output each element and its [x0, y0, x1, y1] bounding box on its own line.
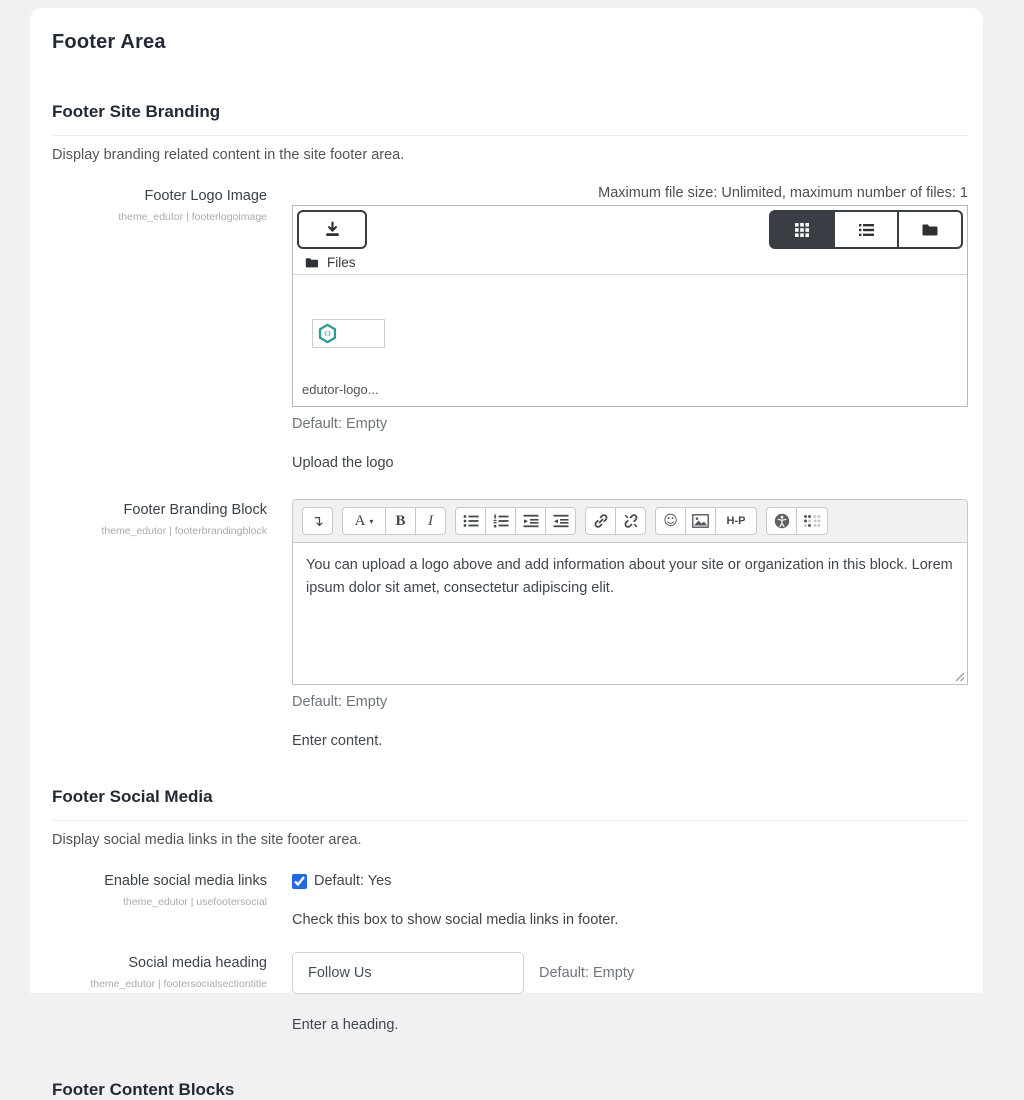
h5p-button[interactable] [715, 507, 757, 535]
accessibility-icon [774, 513, 790, 529]
checkbox-default-label: Default: Yes [314, 873, 392, 889]
setting-help: Check this box to show social media links in footer. [292, 912, 619, 928]
setting-row-footer-logo [52, 185, 968, 471]
setting-id: theme_edutor | usefootersocial [123, 895, 267, 908]
setting-help: Enter content. [292, 733, 383, 749]
resize-handle[interactable] [954, 671, 965, 682]
section-divider [52, 135, 968, 136]
text-input-row [292, 952, 968, 994]
editor-toolbar [292, 499, 968, 543]
italic-button[interactable] [415, 507, 446, 535]
setting-control-column [292, 499, 968, 749]
edutor-logo-icon [317, 323, 338, 344]
toolbar-group-media [655, 507, 757, 535]
setting-id: theme_edutor | footerbrandingblock [101, 524, 267, 537]
setting-label-column [52, 499, 292, 749]
rich-text-editor [292, 499, 968, 685]
setting-control-column [292, 185, 968, 471]
editor-content-area[interactable] [292, 543, 968, 685]
file-thumbnail[interactable] [312, 319, 385, 348]
section-heading-branding: Footer Site Branding [52, 102, 221, 121]
section-heading-social: Footer Social Media [52, 787, 213, 806]
setting-row-branding-block [52, 499, 968, 749]
expand-toolbar-button[interactable] [302, 507, 333, 535]
h5p-icon: H-P [726, 515, 746, 527]
format-icon [355, 513, 374, 530]
bold-button[interactable] [385, 507, 416, 535]
social-heading-input[interactable] [292, 952, 524, 994]
folder-view-icon [921, 222, 939, 238]
editor-text: You can upload a logo above and add information about your site or organization in this block. Lorem ipsum dolor sit amet, consectetur adipiscing elit. [306, 557, 953, 597]
setting-label: Social media heading [128, 955, 267, 971]
grid-view-icon [794, 222, 810, 238]
indent-button[interactable] [545, 507, 576, 535]
setting-id: theme_edutor | footerlogoimage [118, 210, 267, 223]
default-note: Default: Empty [539, 965, 635, 981]
emoji-icon: ☺ [663, 513, 678, 529]
download-icon [324, 221, 341, 238]
outdent-icon [523, 514, 539, 528]
list-view-icon [858, 222, 875, 238]
setting-help: Upload the logo [292, 455, 394, 471]
max-file-info: Maximum file size: Unlimited, maximum number of files: 1 [598, 185, 968, 201]
page-title: Footer Area [52, 31, 166, 53]
setting-label: Footer Branding Block [123, 502, 267, 518]
image-icon [692, 514, 709, 528]
chevron-down-icon: ▾ [369, 516, 374, 526]
emoji-button[interactable] [655, 507, 686, 535]
view-tree-button[interactable] [897, 210, 963, 249]
setting-control-column [292, 870, 968, 928]
view-list-button[interactable] [833, 210, 899, 249]
image-button[interactable] [685, 507, 716, 535]
view-mode-toggle [769, 210, 963, 249]
paragraph-format-button[interactable] [342, 507, 386, 535]
ordered-list-button[interactable] [485, 507, 516, 535]
breadcrumb-folder-link[interactable]: Files [327, 255, 356, 270]
expand-arrow-icon: ↴ [311, 512, 324, 530]
link-button[interactable] [585, 507, 616, 535]
section-description-branding: Display branding related content in the site footer area. [52, 147, 405, 163]
toolbar-group-collapse [302, 507, 333, 535]
format-a-glyph: A [354, 512, 366, 529]
setting-label: Enable social media links [104, 873, 267, 889]
section-heading-content-blocks: Footer Content Blocks [52, 1080, 235, 1099]
settings-card [30, 8, 983, 1099]
view-icons-button[interactable] [769, 210, 835, 249]
setting-id: theme_edutor | footersocialsectiontitle [90, 977, 267, 990]
setting-row-enable-social [52, 870, 968, 928]
outdent-button[interactable] [515, 507, 546, 535]
unlink-icon [623, 513, 639, 529]
toolbar-group-format [342, 507, 446, 535]
screenreader-helper-button[interactable] [796, 507, 828, 535]
braille-dots-icon [803, 514, 821, 528]
file-manager-toolbar [293, 206, 967, 252]
italic-icon: I [428, 512, 433, 529]
file-path-breadcrumb [293, 252, 967, 275]
link-icon [593, 513, 609, 529]
unordered-list-button[interactable] [455, 507, 486, 535]
setting-help: Enter a heading. [292, 1017, 399, 1033]
accessibility-checker-button[interactable] [766, 507, 797, 535]
checkbox-row [292, 870, 968, 889]
default-note: Default: Empty [292, 416, 388, 432]
file-manager [292, 205, 968, 407]
toolbar-group-accessibility [766, 507, 828, 535]
section-description-social: Display social media links in the site footer area. [52, 832, 362, 848]
setting-label-column [52, 185, 292, 471]
bold-icon: B [395, 512, 406, 529]
folder-icon [305, 257, 319, 269]
add-file-button[interactable] [297, 210, 367, 249]
setting-label: Footer Logo Image [144, 188, 267, 204]
indent-icon [553, 514, 569, 528]
unordered-list-icon [463, 514, 479, 528]
ordered-list-icon [493, 514, 509, 528]
enable-social-checkbox[interactable] [292, 874, 307, 889]
toolbar-group-lists [455, 507, 576, 535]
setting-label-column [52, 870, 292, 928]
default-note: Default: Empty [292, 694, 388, 710]
file-drop-area[interactable] [293, 275, 967, 406]
file-name: edutor-logo... [302, 382, 379, 397]
section-divider [52, 820, 968, 821]
unlink-button[interactable] [615, 507, 646, 535]
toolbar-group-links [585, 507, 646, 535]
